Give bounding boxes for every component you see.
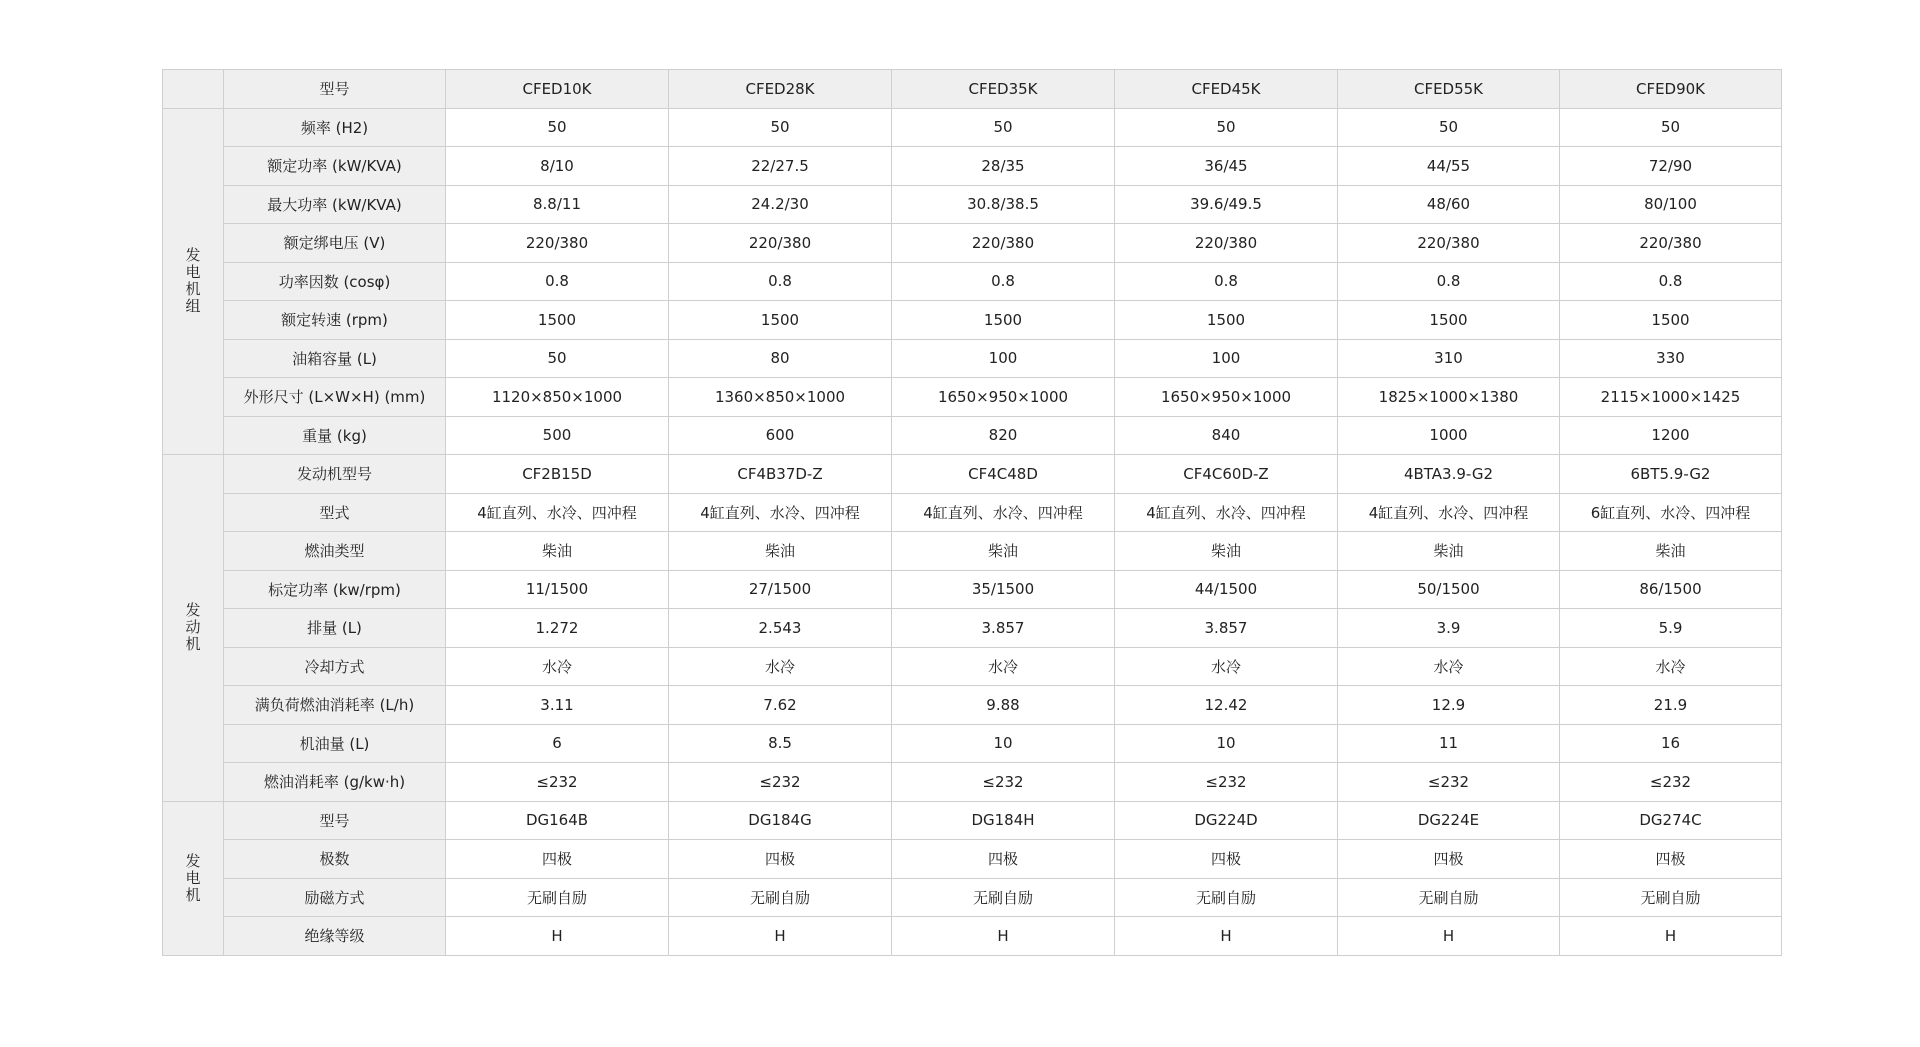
table-row <box>163 378 1782 417</box>
header-model-cell: CFED55K <box>1338 70 1560 109</box>
value-cell: 四极 <box>669 840 892 879</box>
value-cell: 0.8 <box>1338 262 1560 301</box>
value-cell: H <box>1338 917 1560 956</box>
value-cell: 840 <box>1115 416 1338 455</box>
value-cell: 3.857 <box>1115 609 1338 648</box>
value-cell: DG184G <box>669 801 892 840</box>
value-cell: 1.272 <box>446 609 669 648</box>
value-cell: 30.8/38.5 <box>892 185 1115 224</box>
value-cell: 21.9 <box>1560 686 1782 725</box>
value-cell: 柴油 <box>1115 532 1338 571</box>
value-cell: 3.11 <box>446 686 669 725</box>
value-cell: 四极 <box>892 840 1115 879</box>
table-row <box>163 840 1782 879</box>
value-cell: 6 <box>446 724 669 763</box>
value-cell: 柴油 <box>669 532 892 571</box>
value-cell: 50 <box>446 108 669 147</box>
value-cell: ≤232 <box>446 763 669 802</box>
value-cell: 50 <box>892 108 1115 147</box>
value-cell: ≤232 <box>892 763 1115 802</box>
value-cell: 5.9 <box>1560 609 1782 648</box>
value-cell: 0.8 <box>892 262 1115 301</box>
value-cell: 无刷自励 <box>892 878 1115 917</box>
value-cell: 72/90 <box>1560 147 1782 186</box>
value-cell: ≤232 <box>1560 763 1782 802</box>
table-row <box>163 763 1782 802</box>
value-cell: 9.88 <box>892 686 1115 725</box>
value-cell: 10 <box>1115 724 1338 763</box>
value-cell: 四极 <box>1560 840 1782 879</box>
table-row <box>163 416 1782 455</box>
value-cell: ≤232 <box>669 763 892 802</box>
value-cell: 四极 <box>1115 840 1338 879</box>
value-cell: 水冷 <box>1338 647 1560 686</box>
value-cell: 50 <box>1115 108 1338 147</box>
value-cell: CF4C48D <box>892 455 1115 494</box>
value-cell: 8.5 <box>669 724 892 763</box>
spec-table-body <box>163 70 1782 956</box>
value-cell: 4缸直列、水冷、四冲程 <box>1115 493 1338 532</box>
value-cell: 3.9 <box>1338 609 1560 648</box>
table-row <box>163 301 1782 340</box>
table-row <box>163 917 1782 956</box>
value-cell: 600 <box>669 416 892 455</box>
value-cell: 220/380 <box>669 224 892 263</box>
table-row <box>163 262 1782 301</box>
value-cell: 水冷 <box>1560 647 1782 686</box>
table-row <box>163 185 1782 224</box>
row-label-cell: 发动机型号 <box>224 455 446 494</box>
row-label-cell: 极数 <box>224 840 446 879</box>
row-label-cell: 额定功率 (kW/KVA) <box>224 147 446 186</box>
table-row <box>163 147 1782 186</box>
value-cell: 无刷自励 <box>446 878 669 917</box>
value-cell: ≤232 <box>1338 763 1560 802</box>
value-cell: 50/1500 <box>1338 570 1560 609</box>
value-cell: H <box>446 917 669 956</box>
value-cell: 四极 <box>446 840 669 879</box>
value-cell: 0.8 <box>1115 262 1338 301</box>
row-label-cell: 型号 <box>224 801 446 840</box>
value-cell: 35/1500 <box>892 570 1115 609</box>
table-row <box>163 878 1782 917</box>
header-model-cell: CFED45K <box>1115 70 1338 109</box>
row-label-cell: 型式 <box>224 493 446 532</box>
value-cell: 220/380 <box>1338 224 1560 263</box>
value-cell: 1650×950×1000 <box>1115 378 1338 417</box>
row-label-cell: 额定绑电压 (V) <box>224 224 446 263</box>
value-cell: 0.8 <box>1560 262 1782 301</box>
value-cell: 水冷 <box>892 647 1115 686</box>
header-model-cell: CFED35K <box>892 70 1115 109</box>
row-label-cell: 绝缘等级 <box>224 917 446 956</box>
value-cell: 水冷 <box>669 647 892 686</box>
value-cell: H <box>892 917 1115 956</box>
value-cell: 8/10 <box>446 147 669 186</box>
value-cell: 11/1500 <box>446 570 669 609</box>
header-model-cell: CFED28K <box>669 70 892 109</box>
value-cell: 12.9 <box>1338 686 1560 725</box>
value-cell: 39.6/49.5 <box>1115 185 1338 224</box>
value-cell: 44/1500 <box>1115 570 1338 609</box>
value-cell: 10 <box>892 724 1115 763</box>
value-cell: DG184H <box>892 801 1115 840</box>
value-cell: 44/55 <box>1338 147 1560 186</box>
table-row <box>163 339 1782 378</box>
header-corner-cell <box>163 70 224 109</box>
value-cell: 22/27.5 <box>669 147 892 186</box>
table-row <box>163 532 1782 571</box>
value-cell: 7.62 <box>669 686 892 725</box>
value-cell: 四极 <box>1338 840 1560 879</box>
table-row <box>163 493 1782 532</box>
value-cell: 1500 <box>892 301 1115 340</box>
value-cell: 4缸直列、水冷、四冲程 <box>1338 493 1560 532</box>
value-cell: CF4B37D-Z <box>669 455 892 494</box>
row-label-cell: 冷却方式 <box>224 647 446 686</box>
row-label-cell: 标定功率 (kw/rpm) <box>224 570 446 609</box>
value-cell: 无刷自励 <box>1338 878 1560 917</box>
row-label-cell: 功率因数 (cosφ) <box>224 262 446 301</box>
row-label-cell: 机油量 (L) <box>224 724 446 763</box>
value-cell: 220/380 <box>1115 224 1338 263</box>
row-label-cell: 油箱容量 (L) <box>224 339 446 378</box>
value-cell: 220/380 <box>1560 224 1782 263</box>
value-cell: DG274C <box>1560 801 1782 840</box>
value-cell: 820 <box>892 416 1115 455</box>
value-cell: DG164B <box>446 801 669 840</box>
value-cell: 1500 <box>669 301 892 340</box>
table-row <box>163 724 1782 763</box>
value-cell: 0.8 <box>669 262 892 301</box>
value-cell: 6缸直列、水冷、四冲程 <box>1560 493 1782 532</box>
value-cell: ≤232 <box>1115 763 1338 802</box>
row-label-cell: 排量 (L) <box>224 609 446 648</box>
value-cell: 16 <box>1560 724 1782 763</box>
group-label-cell: 发动机 <box>163 455 224 802</box>
row-label-cell: 外形尺寸 (L×W×H) (mm) <box>224 378 446 417</box>
table-header-row <box>163 70 1782 109</box>
value-cell: 无刷自励 <box>669 878 892 917</box>
value-cell: DG224D <box>1115 801 1338 840</box>
row-label-cell: 重量 (kg) <box>224 416 446 455</box>
value-cell: 柴油 <box>446 532 669 571</box>
spec-table-container <box>162 69 1781 956</box>
value-cell: 86/1500 <box>1560 570 1782 609</box>
value-cell: CF2B15D <box>446 455 669 494</box>
value-cell: 4缸直列、水冷、四冲程 <box>446 493 669 532</box>
value-cell: CF4C60D-Z <box>1115 455 1338 494</box>
value-cell: 水冷 <box>446 647 669 686</box>
value-cell: 4BTA3.9-G2 <box>1338 455 1560 494</box>
group-label-cell: 发电机组 <box>163 108 224 455</box>
table-row <box>163 224 1782 263</box>
value-cell: 80/100 <box>1560 185 1782 224</box>
header-model-cell: CFED10K <box>446 70 669 109</box>
value-cell: 28/35 <box>892 147 1115 186</box>
value-cell: 8.8/11 <box>446 185 669 224</box>
row-label-cell: 燃油类型 <box>224 532 446 571</box>
value-cell: 50 <box>446 339 669 378</box>
value-cell: 4缸直列、水冷、四冲程 <box>669 493 892 532</box>
value-cell: 36/45 <box>1115 147 1338 186</box>
table-row <box>163 570 1782 609</box>
spec-table <box>162 69 1782 956</box>
value-cell: 柴油 <box>1560 532 1782 571</box>
header-model-cell: CFED90K <box>1560 70 1782 109</box>
value-cell: DG224E <box>1338 801 1560 840</box>
value-cell: 50 <box>669 108 892 147</box>
value-cell: 27/1500 <box>669 570 892 609</box>
value-cell: 50 <box>1338 108 1560 147</box>
value-cell: 2.543 <box>669 609 892 648</box>
value-cell: 24.2/30 <box>669 185 892 224</box>
row-label-cell: 额定转速 (rpm) <box>224 301 446 340</box>
value-cell: 48/60 <box>1338 185 1560 224</box>
value-cell: 100 <box>892 339 1115 378</box>
value-cell: H <box>669 917 892 956</box>
value-cell: 1825×1000×1380 <box>1338 378 1560 417</box>
value-cell: 无刷自励 <box>1115 878 1338 917</box>
value-cell: 1000 <box>1338 416 1560 455</box>
value-cell: 1120×850×1000 <box>446 378 669 417</box>
value-cell: 11 <box>1338 724 1560 763</box>
value-cell: 100 <box>1115 339 1338 378</box>
value-cell: 50 <box>1560 108 1782 147</box>
value-cell: 1650×950×1000 <box>892 378 1115 417</box>
table-row <box>163 801 1782 840</box>
value-cell: 330 <box>1560 339 1782 378</box>
table-row <box>163 647 1782 686</box>
value-cell: 12.42 <box>1115 686 1338 725</box>
value-cell: 2115×1000×1425 <box>1560 378 1782 417</box>
row-label-cell: 最大功率 (kW/KVA) <box>224 185 446 224</box>
value-cell: 无刷自励 <box>1560 878 1782 917</box>
group-label-cell: 发电机 <box>163 801 224 955</box>
value-cell: 310 <box>1338 339 1560 378</box>
value-cell: 500 <box>446 416 669 455</box>
table-row <box>163 455 1782 494</box>
value-cell: 1360×850×1000 <box>669 378 892 417</box>
value-cell: 220/380 <box>892 224 1115 263</box>
value-cell: 4缸直列、水冷、四冲程 <box>892 493 1115 532</box>
value-cell: 1500 <box>446 301 669 340</box>
table-row <box>163 108 1782 147</box>
header-label-cell: 型号 <box>224 70 446 109</box>
value-cell: 6BT5.9-G2 <box>1560 455 1782 494</box>
value-cell: 1500 <box>1338 301 1560 340</box>
value-cell: 1200 <box>1560 416 1782 455</box>
row-label-cell: 燃油消耗率 (g/kw·h) <box>224 763 446 802</box>
value-cell: 3.857 <box>892 609 1115 648</box>
value-cell: 水冷 <box>1115 647 1338 686</box>
value-cell: 1500 <box>1115 301 1338 340</box>
value-cell: H <box>1115 917 1338 956</box>
value-cell: 1500 <box>1560 301 1782 340</box>
value-cell: 220/380 <box>446 224 669 263</box>
table-row <box>163 686 1782 725</box>
value-cell: 柴油 <box>892 532 1115 571</box>
value-cell: 0.8 <box>446 262 669 301</box>
value-cell: H <box>1560 917 1782 956</box>
row-label-cell: 满负荷燃油消耗率 (L/h) <box>224 686 446 725</box>
value-cell: 柴油 <box>1338 532 1560 571</box>
table-row <box>163 609 1782 648</box>
row-label-cell: 励磁方式 <box>224 878 446 917</box>
value-cell: 80 <box>669 339 892 378</box>
row-label-cell: 频率 (H2) <box>224 108 446 147</box>
